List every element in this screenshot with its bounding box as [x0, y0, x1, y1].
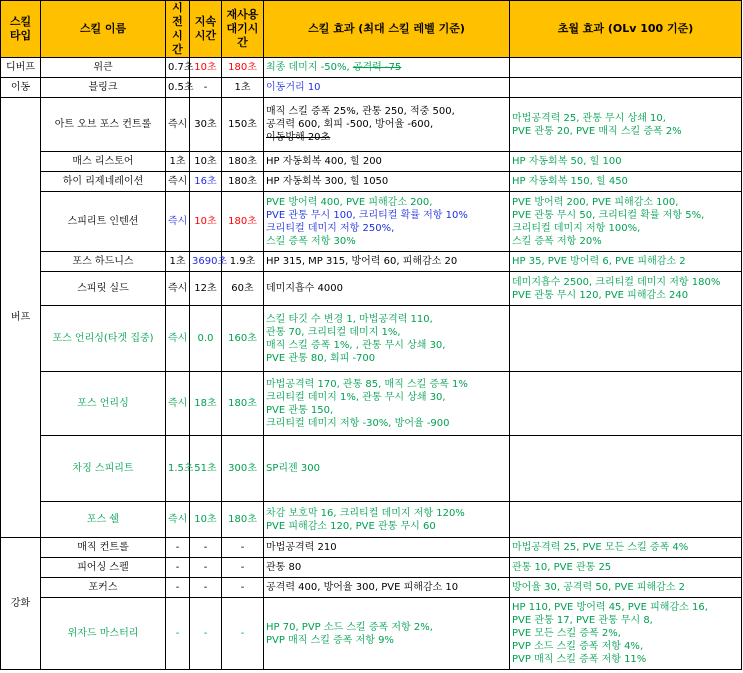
effect-text: HP 315, MP 315, 방어력 60, 피해감소 20 — [266, 256, 458, 267]
duration-cell: 10초 — [190, 502, 222, 538]
cooldown-cell: 1.9초 — [222, 252, 264, 272]
effect-line: PVE 피해감소 120, PVE 관통 무시 60 — [266, 520, 436, 532]
effect-text: 이동거리 10 — [266, 82, 321, 93]
header-skill-type: 스킬 타입 — [1, 1, 41, 58]
table-row — [1, 578, 742, 598]
skill-name-cell: 아트 오브 포스 컨트롤 — [41, 98, 166, 152]
table-row — [1, 58, 742, 78]
duration-cell: - — [190, 78, 222, 98]
cooldown-cell: 1초 — [222, 78, 264, 98]
effect-line: 스킬 타깃 수 변경 1, 마법공격력 110, — [266, 313, 433, 325]
effect-line: 매직 스킬 증폭 25%, 관통 250, 적중 500, — [266, 106, 455, 117]
cast-time-cell: 1초 — [166, 152, 190, 172]
effect-line-struck: 이동방해 20초 — [266, 132, 331, 143]
table-row — [1, 252, 742, 272]
transcend-cell — [510, 58, 742, 78]
effect-line: 공격력 600, 회피 -500, 방어율 -600, — [266, 119, 434, 130]
cooldown-cell: - — [222, 578, 264, 598]
transcend-text: HP 35, PVE 방어력 6, PVE 피해감소 2 — [512, 256, 686, 267]
cooldown-cell: 180초 — [222, 58, 264, 78]
effect-cell — [264, 272, 510, 306]
transcend-line: PVP 매직 스킬 증폭 저항 11% — [512, 654, 647, 665]
transcend-cell — [510, 172, 742, 192]
effect-cell — [264, 372, 510, 436]
effect-line: 관통 70, 크리티컬 데미지 1%, — [266, 326, 401, 338]
skill-type-cell: 버프 — [1, 98, 41, 538]
skill-type-cell: 이동 — [1, 78, 41, 98]
duration-cell: 16초 — [190, 172, 222, 192]
skill-type-cell: 강화 — [1, 538, 41, 670]
effect-text: 마법공격력 210 — [266, 542, 337, 553]
cooldown-cell: 180초 — [222, 372, 264, 436]
cast-time-cell: 0.7초 — [166, 58, 190, 78]
transcend-line: PVE 관통 17, PVE 관통 무시 8, — [512, 615, 653, 626]
cooldown-cell: - — [222, 598, 264, 670]
effect-cell — [264, 558, 510, 578]
cooldown-cell: 300초 — [222, 436, 264, 502]
skill-name-cell: 매스 리스토어 — [41, 152, 166, 172]
duration-cell: - — [190, 578, 222, 598]
skill-name-cell: 스피릿 실드 — [41, 272, 166, 306]
effect-cell — [264, 538, 510, 558]
skill-name-cell: 차징 스피리트 — [41, 436, 166, 502]
table-row — [1, 558, 742, 578]
transcend-line: 마법공격력 25, 관통 무시 상쇄 10, — [512, 112, 666, 124]
cooldown-cell: 180초 — [222, 502, 264, 538]
table-row — [1, 502, 742, 538]
header-row — [1, 1, 742, 58]
transcend-cell — [510, 272, 742, 306]
transcend-text: 방어율 30, 공격력 50, PVE 피해감소 2 — [512, 582, 686, 593]
skill-name-cell: 포스 언리싱 — [41, 372, 166, 436]
duration-cell: 10초 — [190, 192, 222, 252]
effect-cell — [264, 578, 510, 598]
cooldown-cell: - — [222, 558, 264, 578]
cast-time-cell: - — [166, 538, 190, 558]
header-transcend-effect: 초월 효과 (OLv 100 기준) — [510, 1, 742, 58]
cast-time-cell: 즉시 — [166, 172, 190, 192]
transcend-line: 데미지흡수 2500, 크리티컬 데미지 저항 180% — [512, 276, 721, 288]
transcend-cell — [510, 538, 742, 558]
transcend-cell — [510, 502, 742, 538]
skill-name-cell: 블링크 — [41, 78, 166, 98]
effect-cell — [264, 192, 510, 252]
effect-text: 관통 80 — [266, 562, 302, 573]
transcend-text: HP 자동회복 150, 힐 450 — [512, 176, 628, 187]
cooldown-cell: 160초 — [222, 306, 264, 372]
skill-name-cell: 매직 컨트롤 — [41, 538, 166, 558]
effect-cell — [264, 172, 510, 192]
header-skill-effect: 스킬 효과 (최대 스킬 레벨 기준) — [264, 1, 510, 58]
cooldown-cell: 180초 — [222, 152, 264, 172]
duration-cell: 51초 — [190, 436, 222, 502]
effect-cell — [264, 502, 510, 538]
table-row — [1, 372, 742, 436]
transcend-text: 관통 10, PVE 관통 25 — [512, 562, 612, 573]
duration-cell: 30초 — [190, 98, 222, 152]
cast-time-cell: - — [166, 598, 190, 670]
effect-text: 데미지흡수 4000 — [266, 283, 343, 294]
transcend-cell — [510, 578, 742, 598]
header-duration: 지속 시간 — [190, 1, 222, 58]
effect-line: 마법공격력 170, 관통 85, 매직 스킬 증폭 1% — [266, 378, 468, 390]
effect-line: 크리티컬 데미지 저항 250%, — [266, 222, 395, 234]
effect-line: 크리티컬 데미지 저항 -30%, 방어율 -900 — [266, 417, 450, 429]
effect-cell — [264, 58, 510, 78]
table-row — [1, 272, 742, 306]
effect-cell — [264, 78, 510, 98]
table-row — [1, 192, 742, 252]
cast-time-cell: 즉시 — [166, 502, 190, 538]
transcend-line: PVE 관통 무시 50, 크리티컬 확률 저항 5%, — [512, 209, 705, 221]
effect-line: 매직 스킬 증폭 1%, , 관통 무시 상쇄 30, — [266, 339, 446, 351]
skill-name-cell: 하이 리제네레이션 — [41, 172, 166, 192]
cast-time-cell: 즉시 — [166, 372, 190, 436]
header-cooldown: 재사용 대기시간 — [222, 1, 264, 58]
skill-name-cell: 피어싱 스펠 — [41, 558, 166, 578]
effect-cell — [264, 98, 510, 152]
table-row — [1, 172, 742, 192]
table-row — [1, 78, 742, 98]
duration-cell: 0.0 — [190, 306, 222, 372]
duration-cell: 10초 — [190, 152, 222, 172]
skill-name-cell: 포스 쉘 — [41, 502, 166, 538]
cooldown-cell: 150초 — [222, 98, 264, 152]
effect-line: PVE 관통 150, — [266, 404, 334, 416]
effect-text: HP 자동회복 400, 힐 200 — [266, 156, 382, 167]
cooldown-cell: - — [222, 538, 264, 558]
header-cast-time: 시전 시간 — [166, 1, 190, 58]
effect-text: SP리젠 300 — [266, 463, 320, 474]
duration-cell: 18초 — [190, 372, 222, 436]
skill-name-cell: 포스 언리싱(타겟 집중) — [41, 306, 166, 372]
transcend-line: 크리티컬 데미지 저항 100%, — [512, 222, 641, 234]
cast-time-cell: - — [166, 578, 190, 598]
effect-line: PVE 관통 80, 회피 -700 — [266, 352, 376, 364]
skill-name-cell: 포커스 — [41, 578, 166, 598]
cast-time-cell: 즉시 — [166, 98, 190, 152]
duration-cell: - — [190, 538, 222, 558]
effect-cell — [264, 306, 510, 372]
duration-cell: - — [190, 558, 222, 578]
skill-name-cell: 위큰 — [41, 58, 166, 78]
effect-line: 차감 보호막 16, 크리티컬 데미지 저항 120% — [266, 507, 465, 519]
header-skill-name: 스킬 이름 — [41, 1, 166, 58]
effect-cell — [264, 252, 510, 272]
cast-time-cell: 1초 — [166, 252, 190, 272]
transcend-cell — [510, 372, 742, 436]
cast-time-cell: 즉시 — [166, 272, 190, 306]
duration-cell: 10초 — [190, 58, 222, 78]
effect-cell — [264, 436, 510, 502]
cast-time-cell: 1.5초 — [166, 436, 190, 502]
effect-line: PVP 매직 스킬 증폭 저항 9% — [266, 634, 394, 646]
transcend-text: 마법공격력 25, PVE 모든 스킬 증폭 4% — [512, 542, 689, 553]
skill-name-cell: 포스 하드니스 — [41, 252, 166, 272]
transcend-cell — [510, 98, 742, 152]
duration-cell: - — [190, 598, 222, 670]
transcend-cell — [510, 436, 742, 502]
transcend-line: 스킬 증폭 저항 20% — [512, 235, 602, 247]
transcend-line: PVE 모든 스킬 증폭 2%, — [512, 628, 621, 639]
duration-cell: 3690초 — [190, 252, 222, 272]
skill-name-cell: 위자드 마스터리 — [41, 598, 166, 670]
duration-cell: 12초 — [190, 272, 222, 306]
effect-text-struck: 공격력 -75 — [352, 62, 402, 73]
table-row — [1, 436, 742, 502]
effect-line: 크리티컬 데미지 1%, 관통 무시 상쇄 30, — [266, 391, 446, 403]
transcend-cell — [510, 558, 742, 578]
cast-time-cell: 즉시 — [166, 306, 190, 372]
cooldown-cell: 60초 — [222, 272, 264, 306]
table-row — [1, 98, 742, 152]
cast-time-cell: 즉시 — [166, 192, 190, 252]
transcend-cell — [510, 192, 742, 252]
effect-line: HP 70, PVP 소드 스킬 증폭 저항 2%, — [266, 621, 433, 633]
table-row — [1, 598, 742, 670]
effect-text: 최종 데미지 -50%, — [266, 62, 353, 73]
transcend-cell — [510, 598, 742, 670]
transcend-cell — [510, 78, 742, 98]
cast-time-cell: - — [166, 558, 190, 578]
transcend-line: HP 110, PVE 방어력 45, PVE 피해감소 16, — [512, 602, 708, 613]
transcend-cell — [510, 306, 742, 372]
transcend-cell — [510, 152, 742, 172]
table-row — [1, 538, 742, 558]
table-row — [1, 152, 742, 172]
transcend-cell — [510, 252, 742, 272]
transcend-line: PVP 소드 스킬 증폭 저항 4%, — [512, 641, 644, 652]
effect-line: 스킬 증폭 저항 30% — [266, 235, 356, 247]
effect-text: HP 자동회복 300, 힐 1050 — [266, 176, 389, 187]
table-row — [1, 306, 742, 372]
cooldown-cell: 180초 — [222, 192, 264, 252]
effect-cell — [264, 152, 510, 172]
transcend-line: PVE 관통 20, PVE 매직 스킬 증폭 2% — [512, 125, 682, 137]
effect-text: 공격력 400, 방어율 300, PVE 피해감소 10 — [266, 582, 459, 593]
effect-cell — [264, 598, 510, 670]
cast-time-cell: 0.5초 — [166, 78, 190, 98]
effect-line: PVE 관통 무시 100, 크리티컬 확률 저항 10% — [266, 209, 468, 221]
effect-line: PVE 방어력 400, PVE 피해감소 200, — [266, 196, 433, 208]
skill-type-cell: 디버프 — [1, 58, 41, 78]
transcend-text: HP 자동회복 50, 힐 100 — [512, 156, 622, 167]
skill-name-cell: 스피리트 인텐션 — [41, 192, 166, 252]
transcend-line: PVE 관통 무시 120, PVE 피해감소 240 — [512, 289, 689, 301]
cooldown-cell: 180초 — [222, 172, 264, 192]
transcend-line: PVE 방어력 200, PVE 피해감소 100, — [512, 196, 679, 208]
